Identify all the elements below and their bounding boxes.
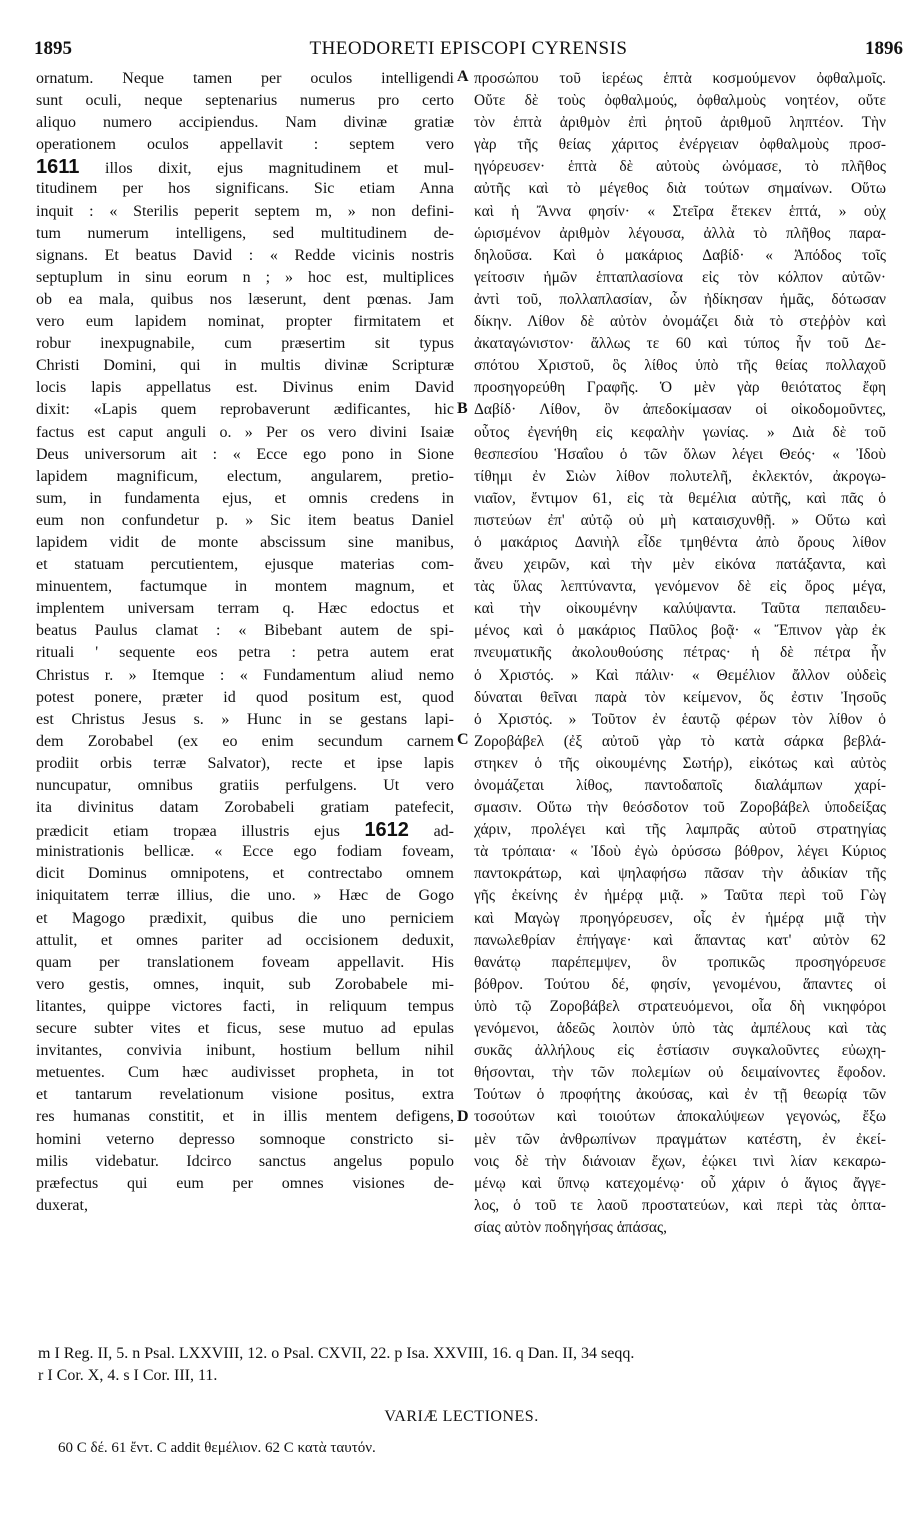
greek-text-line: δηλοῦσα. Καὶ ὁ μακάριος Δαβίδ· « Ἀπόδος τοῖς bbox=[474, 246, 886, 264]
greek-text-line: γείτοσιν ἡμῶν ἑπταπλασίονα εἰς τὸν κόλπον αὐτῶν· bbox=[474, 268, 886, 286]
latin-text-line: est Christus Jesus s. » Hunc in se gestans lapi- bbox=[36, 710, 454, 728]
latin-text-line: iniquitatem terræ illius, die uno. » Hæc de Gogo bbox=[36, 887, 454, 905]
latin-text-line: beatus Paulus clamat : « Bibebant autem de spi- bbox=[36, 622, 454, 640]
latin-text-line: ob ea mala, quibus nos læserunt, dent pœnas. Jam bbox=[36, 290, 454, 308]
greek-text-line: πνευματικῆς ἀκολουθούσης πέτρας· ἡ δὲ πέτρα ἦν bbox=[474, 644, 886, 662]
greek-text-line: τὰς ὕλας λεπτύναντα, γενόμενον δὲ εἰς ὄρος μέγα, bbox=[474, 578, 886, 596]
latin-text-line: vero eum lapidem nominat, propter firmitatem et bbox=[36, 313, 454, 331]
greek-text-line: καὶ Μαγὼγ προηγόρευσεν, οἷς ἐν ἡμέρᾳ μιᾷ τὴν bbox=[474, 909, 886, 927]
greek-text-line: δίκην. Λίθον δὲ αὐτὸν ὀνομάζει διὰ τὸ στεῤῥὸν καὶ bbox=[474, 313, 886, 331]
greek-text-line: μὲν τῶν ἀνθρωπίνων πραγμάτων κατέστη, ἐν ἐκεί- bbox=[474, 1130, 886, 1148]
greek-text-line: ὀνομάζεται λίθος, παντοδαποῖς διαλάμπων χαρί- bbox=[474, 777, 886, 794]
running-title: THEODORETI EPISCOPI CYRENSIS bbox=[309, 38, 628, 59]
greek-text-line: προσώπου τοῦ ἱερέως ἑπτὰ κοσμούμενον ὀφθαλμοῖς. bbox=[474, 70, 886, 87]
greek-text-line: λος, ὁ τοῦ τε λαοῦ προστατεύων, καὶ περὶ τὰς ὀπτα- bbox=[474, 1196, 886, 1214]
latin-text-line: lapidem magnificum, electum, angularem, pretio- bbox=[36, 467, 454, 485]
latin-text-line: et tantarum revelationum visione positus, extra bbox=[36, 1086, 454, 1104]
latin-text-line: dicit Dominus omnipotens, et contrectabo omnem bbox=[36, 865, 454, 883]
greek-text-line: γῆς ἐκείνης ἐν ἡμέρᾳ μιᾷ. » Ταῦτα περὶ τοῦ Γὼγ bbox=[474, 887, 886, 905]
footnotes bbox=[38, 1343, 888, 1387]
greek-text-line: γὰρ τῆς θείας χάριτος ἐνέργειαν ὀφθαλμοὺς προσ- bbox=[474, 136, 886, 154]
latin-text-line: secure subter vites et ficus, sese mutuo ad epulas bbox=[36, 1020, 454, 1038]
latin-text-line: inquit : « Sterilis peperit septem m, » non defini- bbox=[36, 202, 454, 220]
greek-text-line: τὰ τρόπαια· « Ἰδοὺ ἐγὼ ὀρύσσω βόθρον, λέγει Κύριος bbox=[474, 843, 886, 861]
page-number-right: 1896 bbox=[865, 38, 903, 59]
greek-text-line: στηκεν ὁ τῆς οἰκουμένης Σωτήρ), εἰκότως καὶ αὐτὸς bbox=[474, 754, 886, 772]
latin-text-line: septuplum in sinu eorum n ; » hoc est, multiplices bbox=[36, 268, 454, 286]
greek-text-line: ἀκαταγώνιστον· ἄλλως τε 60 καὶ τύπος ἦν τοῦ Δε- bbox=[474, 335, 886, 353]
section-marker-d: D bbox=[457, 1108, 469, 1125]
greek-text-line: χάριν, προλέγει καὶ τῆς λαμπρᾶς αὐτοῦ στρατηγίας bbox=[474, 821, 886, 839]
greek-column bbox=[474, 68, 886, 1239]
greek-text-line: νιαῖον, ἔντιμον 61, εἰς τὰ θεμέλια αὐτῆς, καὶ πᾶς ὁ bbox=[474, 489, 886, 507]
latin-text-line: locis lapis appellatus est. Divinus enim David bbox=[36, 379, 454, 397]
greek-text-line: Οὔτε δὲ τοὺς ὀφθαλμούς, ὀφθαλμοὺς νοητέον, οὔτε bbox=[474, 92, 886, 110]
latin-text-line: nuncupatur, omnibus gratiis perfulgens. Ut vero bbox=[36, 777, 454, 794]
greek-text-line: μένῳ καὶ ὕπνῳ κατεχομένῳ· οὗ χάριν ὁ ἅγιος ἄγγε- bbox=[474, 1174, 886, 1192]
greek-text-line: μένος καὶ ὁ μακάριος Παῦλος βοᾷ· « Ἔπινον γὰρ ἐκ bbox=[474, 622, 886, 640]
section-marker-c: C bbox=[457, 731, 469, 748]
column-number: 1612 bbox=[364, 819, 409, 842]
greek-text-line: καὶ ἡ Ἄννα φησίν· « Στεῖρα ἔτεκεν ἑπτά, » οὐχ bbox=[474, 202, 886, 220]
section-marker-b: B bbox=[457, 400, 468, 417]
greek-text-line: προσηγορεύθη Γραφῆς. Ὁ μὲν γὰρ θειότατος ἔφη bbox=[474, 379, 886, 397]
greek-text-line: θεσπεσίου Ἡσαΐου ὁ τῶν ὅλων λέγει Θεός· « Ἰδοὺ bbox=[474, 445, 886, 463]
latin-text-line: invitantes, convivia inibunt, hostium bellum nihil bbox=[36, 1042, 454, 1060]
latin-text-line: operationem oculos appellavit : septem vero bbox=[36, 136, 454, 154]
latin-text-line: homini veterno depresso somnoque constricto si- bbox=[36, 1130, 454, 1148]
latin-text-line: dem Zorobabel (ex eo enim secundum carnem bbox=[36, 732, 454, 750]
greek-text-line: τοσούτων καὶ τοιούτων ἀποκαλύψεων γεγονώς, ἔξω bbox=[474, 1108, 886, 1126]
latin-text-line: litantes, quippe victores facti, in reliquum tempus bbox=[36, 997, 454, 1015]
variae-lectiones-text: 60 C δέ. 61 ἔντ. C addit θεμέλιον. 62 C κατὰ ταυτόν. bbox=[58, 1440, 376, 1456]
footnote-line: m I Reg. II, 5. n Psal. LXXVIII, 12. o Psal. CXVII, 22. p Isa. XXVIII, 16. q Dan. II, 34 seqq. bbox=[38, 1345, 635, 1362]
latin-text-line: vero gestis, omnes, inquit, sub Zorobabele mi- bbox=[36, 975, 454, 993]
page-number-left: 1895 bbox=[34, 38, 72, 59]
greek-text-line: τὸν ἑπτὰ ἀριθμὸν ἐπὶ ῥητοῦ ἀριθμοῦ ληπτέον. Τὴν bbox=[474, 114, 886, 132]
latin-text-line: robur inexpugnabile, cum præsertim sit typus bbox=[36, 335, 454, 353]
greek-text-line: ὁ μακάριος Δανιὴλ εἶδε τμηθέντα ἀπὸ ὄρους λίθον bbox=[474, 533, 886, 551]
column-number: 1611 bbox=[36, 156, 80, 179]
section-marker-a: A bbox=[457, 68, 469, 85]
latin-column bbox=[36, 68, 454, 1217]
latin-text-line: signans. Et beatus David : « Redde vicinis nostris bbox=[36, 246, 454, 264]
latin-text-line: minuentem, factumque in montem magnum, et bbox=[36, 578, 454, 596]
latin-text-line: quam per translationem foveam appellavit. His bbox=[36, 953, 454, 971]
greek-text-line: ὑπὸ τῷ Ζοροβάβελ στρατευόμενοι, οἷα δὴ νικηφόροι bbox=[474, 997, 886, 1015]
latin-text-line: milis videbatur. Idcirco sanctus angelus populo bbox=[36, 1152, 454, 1170]
latin-text-line: implentem universam terram q. Hæc edoctus et bbox=[36, 600, 454, 618]
greek-text-line: Ζοροβάβελ (ἐξ αὐτοῦ γὰρ τὸ κατὰ σάρκα βεβλά- bbox=[474, 732, 886, 750]
latin-text-line: 1611 illos dixit, ejus magnitudinem et mul- bbox=[36, 156, 454, 179]
page-header bbox=[34, 38, 903, 64]
latin-text-line: dixit: «Lapis quem reprobaverunt ædificantes, hic bbox=[36, 401, 454, 419]
latin-text-line: prodiit orbis terræ Salvator), recte et ipse lapis bbox=[36, 754, 454, 772]
greek-text-line: νοις δὲ τὴν διάνοιαν ἔχων, ἐῴκει τινὶ λίαν κεκαρω- bbox=[474, 1152, 886, 1170]
variae-lectiones-heading: VARIÆ LECTIONES. bbox=[384, 1408, 539, 1425]
latin-text-line: tum numerum intelligens, sed multitudinem de- bbox=[36, 224, 454, 242]
footnote-line: r I Cor. X, 4. s I Cor. III, 11. bbox=[38, 1367, 218, 1384]
latin-text-line: duxerat, bbox=[36, 1196, 88, 1214]
latin-text-line: titudinem per hos significans. Sic etiam Anna bbox=[36, 180, 454, 198]
latin-text-line: aliquo numero accipiendus. Nam divinæ gratiæ bbox=[36, 114, 454, 132]
greek-text-line: ἀντὶ τοῦ, πολλαπλασίαν, ὧν ἠδίκησαν ἡμᾶς, δότωσαν bbox=[474, 290, 886, 308]
latin-text-line: ministrationis bellicæ. « Ecce ego fodiam foveam, bbox=[36, 843, 454, 861]
greek-text-line: δύναται θεῖναι παρὰ τὸν κείμενον, ὅς ἐστιν Ἰησοῦς bbox=[474, 688, 886, 706]
latin-text-line: sunt oculi, neque septenarius numerus pro certo bbox=[36, 92, 454, 110]
latin-text-line: sum, in fundamenta ejus, et omnis credens in bbox=[36, 489, 454, 507]
latin-text-line: et Magogo prædixit, quibus die uno perniciem bbox=[36, 909, 454, 927]
greek-text-line: συκᾶς ἀλλήλους εἰς ἑστίασιν συγκαλοῦντες εὐωχη- bbox=[474, 1042, 886, 1060]
latin-text-line: Christi Domini, qui in multis divinæ Scripturæ bbox=[36, 357, 454, 375]
greek-text-line: καὶ τὴν οἰκουμένην καλύψαντα. Ταῦτα πεπαιδευ- bbox=[474, 600, 886, 618]
greek-text-line: βόθρον. Τούτου δέ, φησίν, γενομένου, ἅπαντες οἱ bbox=[474, 975, 886, 993]
greek-text-line: Δαβίδ· Λίθον, ὃν ἀπεδοκίμασαν οἱ οἰκοδομοῦντες, bbox=[474, 401, 886, 419]
latin-text-line: lapidem vidit de monte abscissum sine manibus, bbox=[36, 533, 454, 551]
greek-text-line: ηγόρευσεν· ἑπτὰ δὲ αὐτοὺς ὠνόμασε, τὸ πλῆθος bbox=[474, 158, 886, 176]
latin-text-line: eum non confundetur p. » Sic item beatus Daniel bbox=[36, 511, 454, 529]
greek-text-line: σίας αὐτὸν ποδηγήσας ἁπάσας, bbox=[474, 1218, 667, 1236]
greek-text-line: ὁ Χριστός. » Καὶ πάλιν· « Θεμέλιον ἄλλον οὐδεὶς bbox=[474, 666, 886, 684]
greek-text-line: αὐτῆς καὶ τὸ μέγεθος διὰ τούτων σημαίνων. Οὕτω bbox=[474, 180, 886, 198]
latin-text-line: metuentes. Cum hæc audivisset propheta, in tot bbox=[36, 1064, 454, 1082]
greek-text-line: πανωλεθρίαν ἐπήγαγε· καὶ ἅπαντας κατ' αὐτὸν 62 bbox=[474, 931, 886, 949]
greek-text-line: οὗτος ἐγενήθη εἰς κεφαλὴν γωνίας. » Διὰ δὲ τοῦ bbox=[474, 423, 886, 441]
greek-text-line: παντοκράτωρ, καὶ ψηλαφήσω πᾶσαν τὴν ἀδικίαν τῆς bbox=[474, 865, 886, 883]
latin-text-line: Christus r. » Itemque : « Fundamentum aliud nemo bbox=[36, 666, 454, 684]
greek-text-line: γενόμενοι, ἀδεῶς λοιπὸν ὑπὸ τὰς ἀμπέλους καὶ τὰς bbox=[474, 1020, 886, 1038]
greek-text-line: ὡρισμένον ἀριθμὸν λέγουσα, ἀλλὰ τὸ πλῆθος παρα- bbox=[474, 224, 886, 242]
latin-text-line: attulit, et omnes pariter ad occisionem deduxit, bbox=[36, 931, 454, 949]
latin-text-line: ita divinitus datam Zorobabeli gratiam patefecit, bbox=[36, 799, 454, 817]
latin-text-line: et statuam percutientem, ejusque materias com- bbox=[36, 556, 454, 574]
greek-text-line: Τούτων ὁ προφήτης ἀκούσας, καὶ ἐν τῇ θεωρίᾳ τῶν bbox=[474, 1086, 886, 1104]
greek-text-line: σπότου Χριστοῦ, ὃς λίθος ὑπὸ τῆς θείας πολλαχοῦ bbox=[474, 357, 886, 375]
greek-text-line: ὁ Χριστός. » Τοῦτον ἐν ἑαυτῷ φέρων τὸν λίθον ὁ bbox=[474, 710, 886, 728]
greek-text-line: τίθημι ἐν Σιὼν λίθον πολυτελῆ, ἐκλεκτόν, ἀκρογω- bbox=[474, 467, 886, 485]
latin-text-line: præfectus qui eum per omnes visiones de- bbox=[36, 1174, 454, 1192]
greek-text-line: θανάτῳ παρέπεμψεν, ὃν τροπικῶς προσηγόρευσε bbox=[474, 953, 886, 971]
greek-text-line: θήσονται, τὴν τῶν πολεμίων οὐ δειμαίνοντες ἔφοδον. bbox=[474, 1064, 886, 1082]
latin-text-line: rituali ' sequente eos petra : petra autem erat bbox=[36, 644, 454, 662]
latin-text-line: factus est caput anguli o. » Per os vero divini Isaiæ bbox=[36, 423, 454, 441]
latin-text-line: res humanas constitit, et in illis mentem defigens, bbox=[36, 1108, 454, 1126]
latin-text-line: potest ponere, præter id quod positum est, quod bbox=[36, 688, 454, 706]
greek-text-line: πιστεύων ἐπ' αὐτῷ οὐ μὴ καταισχυνθῇ. » Οὕτω καὶ bbox=[474, 511, 886, 529]
latin-text-line: prædicit etiam tropæa illustris ejus 1612 ad- bbox=[36, 819, 454, 842]
greek-text-line: σμασιν. Οὕτω τὴν θεόσδοτον τοῦ Ζοροβάβελ ὑποδείξας bbox=[474, 799, 886, 817]
latin-text-line: Deus universorum ait : « Ecce ego pono in Sione bbox=[36, 445, 454, 463]
latin-text-line: ornatum. Neque tamen per oculos intelligendi bbox=[36, 70, 454, 87]
greek-text-line: ἄνευ χειρῶν, καὶ τὴν μὲν εἰκόνα πατάξαντα, καὶ bbox=[474, 556, 886, 574]
